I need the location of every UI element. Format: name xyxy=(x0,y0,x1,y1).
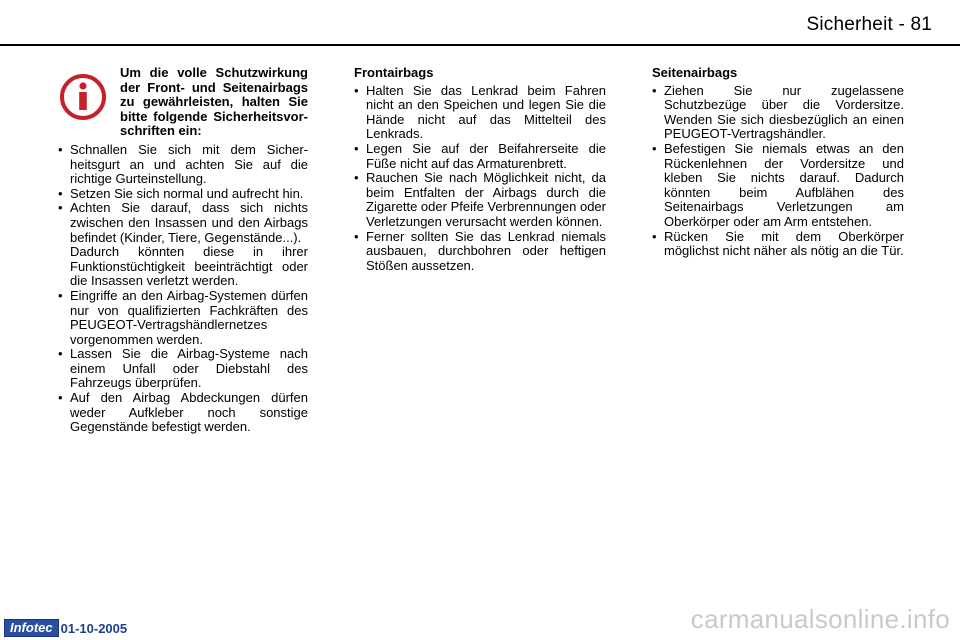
section-heading: Seitenairbags xyxy=(652,65,738,80)
seitenairbags-list xyxy=(652,84,904,259)
list-item: • Auf den Airbag Abdeckungen dürfen weder Aufkleber noch sonstige Gegenstände befestigt werden. xyxy=(58,391,308,435)
header-divider xyxy=(0,44,960,46)
list-item: • Achten Sie darauf, dass sich nichts zwischen den Insassen und den Airbags befindet (Kinder, Tiere, Gegenstände...). xyxy=(58,201,308,245)
safety-list-continued xyxy=(58,289,308,435)
list-item: • Halten Sie das Lenkrad beim Fahren nicht an den Speichen und legen Sie die Hände nicht auf das Mittelteil des Lenkrads. xyxy=(354,84,606,142)
list-item: • Schnallen Sie sich mit dem Sicherheitsgurt an und achten Sie auf die richtige Gurteinstellung. xyxy=(58,143,308,187)
footer-date: 01-10-2005 xyxy=(60,620,128,636)
infotec-logo: Infotec xyxy=(4,619,59,637)
list-item: • Eingriffe an den Airbag-Systemen dürfen nur von qualifizierten Fachkräften des PEUGEOT-Vertragshändlernetzes vorgenommen werden. xyxy=(58,289,308,347)
warning-text: Um die volle Schutzwirkung der Front- und Seitenairbags zu gewährleisten, halten Sie bitte folgende Sicherheitsvorschriften ein: xyxy=(120,65,308,139)
list-item-continuation: Dadurch könnten diese in ihrer Funktionstüchtigkeit beeinträchtigt oder die Insassen verletzt werden. xyxy=(70,244,308,289)
page-header xyxy=(0,0,960,44)
list-item: • Befestigen Sie niemals etwas an den Rückenlehnen der Vordersitze und kleben Sie nichts darauf. Dadurch könnten beim Aufblähen des Seitenairbags Verletzungen am Oberkörper oder am Arm entstehen. xyxy=(652,142,904,230)
column-general-safety xyxy=(58,66,308,435)
footer-stamp xyxy=(4,620,127,636)
list-item: • Ferner sollten Sie das Lenkrad niemals ausbauen, durchbohren oder heftigen Stößen aussetzen. xyxy=(354,230,606,274)
list-item: • Lassen Sie die Airbag-Systeme nach einem Unfall oder Diebstahl des Fahrzeugs überprüfen. xyxy=(58,347,308,391)
warning-block xyxy=(58,66,308,139)
watermark: carmanualsonline.info xyxy=(690,604,950,634)
safety-list xyxy=(58,143,308,245)
info-warning-icon xyxy=(58,66,120,139)
list-item: • Legen Sie auf der Beifahrerseite die Füße nicht auf das Armaturenbrett. xyxy=(354,142,606,171)
list-item: • Rauchen Sie nach Möglichkeit nicht, da beim Entfalten der Airbags durch die Zigarette oder Pfeife Verbrennungen oder Verletzungen verursacht werden können. xyxy=(354,171,606,229)
frontairbags-list xyxy=(354,84,606,274)
section-heading: Frontairbags xyxy=(354,65,434,80)
column-seitenairbags xyxy=(652,66,904,259)
page-title: Sicherheit - 81 xyxy=(806,14,932,35)
list-item: • Rücken Sie mit dem Oberkörper möglichst nicht näher als nötig an die Tür. xyxy=(652,230,904,259)
column-frontairbags xyxy=(354,66,606,273)
list-item: • Setzen Sie sich normal und aufrecht hin. xyxy=(58,187,308,202)
list-item: • Ziehen Sie nur zugelassene Schutzbezüge über die Vordersitze. Wenden Sie sich diesbezüglich an einen PEUGEOT-Vertragshändler. xyxy=(652,84,904,142)
